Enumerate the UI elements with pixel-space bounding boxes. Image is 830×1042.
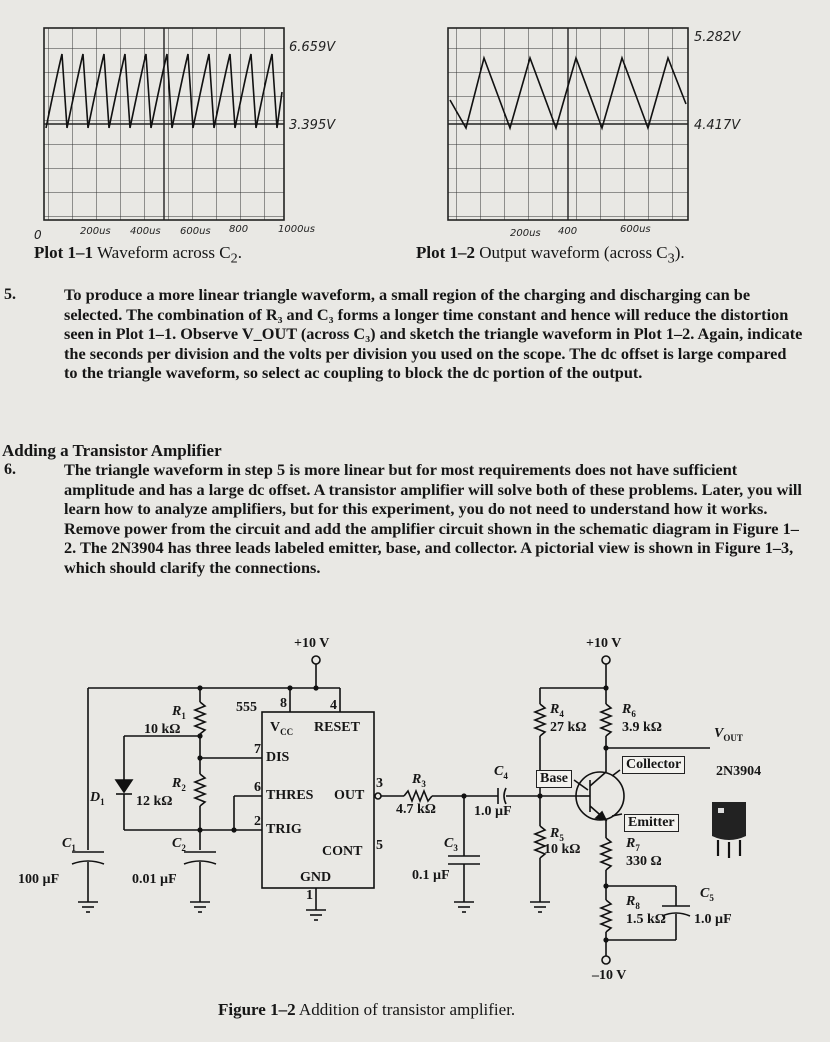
r8-label: $R_8$: [626, 894, 640, 911]
ground-c2: [190, 902, 210, 912]
pin6: 6: [254, 780, 261, 795]
pin1: 1: [306, 888, 313, 903]
ic-reset: RESET: [314, 720, 360, 735]
ic-name: 555: [236, 700, 257, 715]
c4-value: 1.0 µF: [474, 804, 512, 819]
ground-555: [306, 910, 326, 920]
pin8: 8: [280, 696, 287, 711]
plot1-tick-400: 400us: [130, 226, 161, 237]
supply-negative-label: –10 V: [592, 968, 627, 983]
pin5: 5: [376, 838, 383, 853]
step5-number: 5.: [4, 286, 16, 303]
plot1-tick-1000: 1000us: [278, 224, 315, 235]
emitter-label: Emitter: [624, 814, 679, 832]
pin3: 3: [376, 776, 383, 791]
pin7: 7: [254, 742, 261, 757]
d1-label: $D_1$: [90, 790, 105, 807]
ground-r5: [530, 902, 550, 912]
ic-gnd: GND: [300, 870, 332, 885]
r3-value: 4.7 kΩ: [396, 802, 436, 817]
vout-label: $V_{OUT}$: [714, 726, 743, 743]
ic-cont: CONT: [322, 844, 363, 859]
plot1-caption: Plot 1–1 Waveform across $C_2$.: [34, 243, 242, 267]
r3-label: $R_3$: [412, 772, 426, 789]
r4-value: 27 kΩ: [550, 720, 587, 735]
transistor-part-label: 2N3904: [716, 764, 762, 779]
step6-text: The triangle waveform in step 5 is more linear but for most requirements does not have sufficient amplitude and has a large dc offset. A transistor amplifier will solve both of these problems. Later, you will learn how to analyze amplifiers, but for this experiment, you do not need to understand how it works. Remove power from the circuit and add the amplifier circuit shown in the schematic diagram in Figure 1–2. The 2N3904 has three leads labeled emitter, base, and collector. A pictorial view is shown in Figure 1–3, which should clarify the connections.: [64, 460, 802, 577]
collector-label: Collector: [622, 756, 685, 774]
plot1-voltage-high: 6.659V: [289, 40, 336, 55]
r7-label: $R_7$: [626, 836, 640, 853]
plot1-tick-800: 800: [229, 224, 249, 235]
ic-vcc: $V_{CC}$: [270, 720, 294, 737]
r6-value: 3.9 kΩ: [622, 720, 662, 735]
ic-trig: TRIG: [266, 822, 302, 837]
r5-value: 10 kΩ: [544, 842, 581, 857]
step5-text: To produce a more linear triangle waveform, a small region of the charging and discharging can be selected. The combination of R₃ and C₃ forms a longer time constant and hence will reduce the distortion seen in Plot 1–1. Observe V_OUT (across C₃) and sketch the triangle waveform in Plot 1–2. Again, indicate the seconds per division and the volts per division you used on the scope. The dc offset is large compared to the triangle waveform, so select ac coupling to block the dc portion of the output.: [64, 285, 803, 383]
r1-label: $R_1$: [172, 704, 186, 721]
c5-label: $C_5$: [700, 886, 714, 903]
plot2-voltage-high: 5.282V: [694, 30, 741, 45]
r7-value: 330 Ω: [626, 854, 662, 869]
ic-out: OUT: [334, 788, 365, 803]
r5-label: $R_5$: [550, 826, 564, 843]
ground-c1: [78, 902, 98, 912]
supply-left-label: +10 V: [294, 636, 330, 651]
r1-value: 10 kΩ: [144, 722, 181, 737]
c3-value: 0.1 µF: [412, 868, 450, 883]
r2-value: 12 kΩ: [136, 794, 173, 809]
plot1-voltage-low: 3.395V: [289, 118, 336, 133]
c2-value: 0.01 µF: [132, 872, 177, 887]
plot2-caption: Plot 1–2 Output waveform (across $C_3$).: [416, 243, 685, 267]
plot1-tick-0: 0: [34, 228, 42, 242]
c2-label: $C_2$: [172, 836, 186, 853]
c3-label: $C_3$: [444, 836, 458, 853]
ic-thres: THRES: [266, 788, 314, 803]
ic-dis: DIS: [266, 750, 290, 765]
c5-value: 1.0 µF: [694, 912, 732, 927]
plot2-tick-600: 600us: [620, 224, 651, 235]
ground-c3: [454, 902, 474, 912]
transistor-package-icon: [712, 802, 746, 858]
plot2-voltage-low: 4.417V: [694, 118, 741, 133]
supply-right-label: +10 V: [586, 636, 622, 651]
r4-label: $R_4$: [550, 702, 564, 719]
base-label: Base: [536, 770, 572, 788]
r2-label: $R_2$: [172, 776, 186, 793]
step6-number: 6.: [4, 461, 16, 478]
plot2-tick-400: 400: [558, 226, 578, 237]
c1-label: $C_1$: [62, 836, 76, 853]
plot2-tick-200: 200us: [510, 228, 541, 239]
c4-label: $C_4$: [494, 764, 508, 781]
c1-value: 100 µF: [18, 872, 60, 887]
pin2: 2: [254, 814, 261, 829]
r6-label: $R_6$: [622, 702, 636, 719]
section-heading: Adding a Transistor Amplifier: [2, 441, 222, 460]
r8-value: 1.5 kΩ: [626, 912, 666, 927]
plot1-tick-200: 200us: [80, 226, 111, 237]
pin4: 4: [330, 698, 337, 713]
plot1-tick-600: 600us: [180, 226, 211, 237]
figure-caption: Figure 1–2 Addition of transistor amplifier.: [218, 1000, 516, 1019]
